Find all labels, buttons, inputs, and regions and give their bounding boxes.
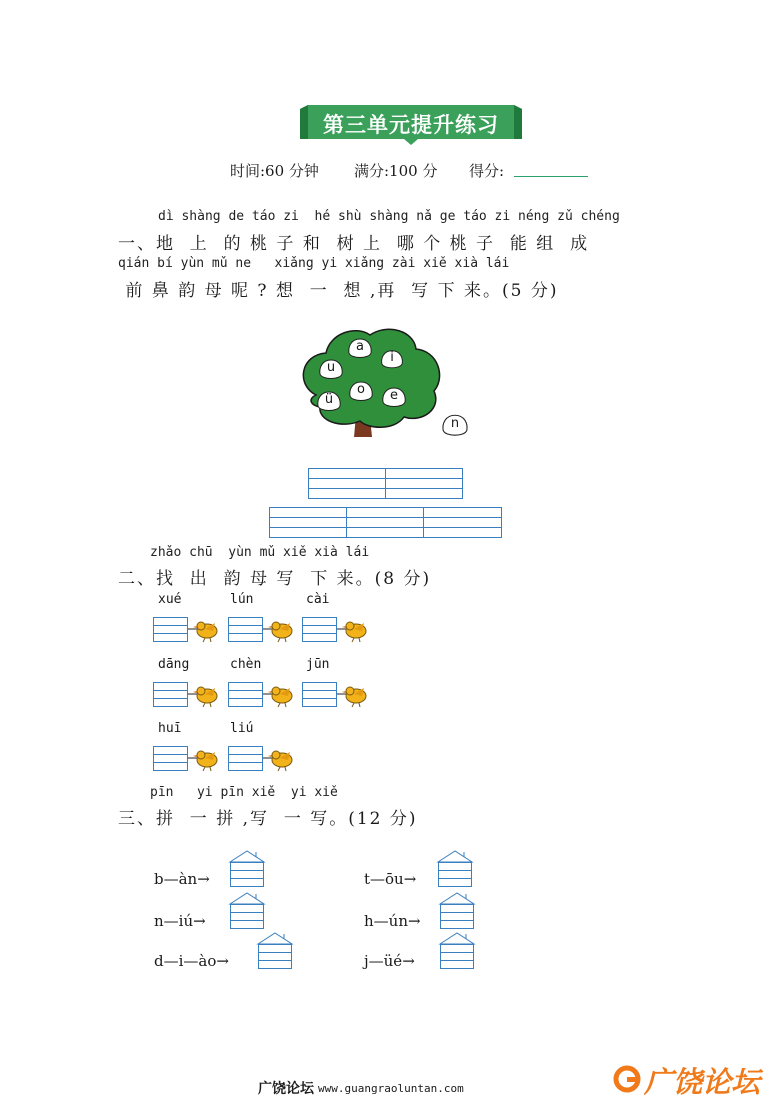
q2-answer-box[interactable] [153,682,223,710]
q2-answer-box[interactable] [302,617,372,645]
q2-answer-box[interactable] [302,682,372,710]
house-answer-grid[interactable] [256,932,294,970]
bird-icon [268,622,292,642]
q3-spell-left: n—iú→ [154,912,206,930]
q2-answer-box[interactable] [153,746,223,774]
bird-icon [193,687,217,707]
bird-icon [193,622,217,642]
q2-word: jūn [306,657,330,672]
answer-grid-bottom[interactable] [269,507,505,539]
bird-icon [268,687,292,707]
q2-answer-box[interactable] [228,746,298,774]
peach-o [348,380,374,408]
peach-n-loose [441,413,469,443]
q1-pinyin-2: qián bí yùn mǔ ne xiǎng yi xiǎng zài xiě xià lái [118,256,510,271]
house-answer-grid[interactable] [438,932,476,970]
house-answer-grid[interactable] [438,892,476,930]
q2-word: xué [158,592,182,607]
logo-text: 广饶论坛 [644,1065,761,1099]
logo-icon [612,1064,642,1094]
q2-word: liú [230,721,254,736]
bird-icon [342,687,366,707]
peach-i [380,348,404,376]
time-limit: 时间:60 分钟 [230,162,319,180]
footer-site-name: 广饶论坛 [258,1081,314,1097]
q2-pinyin: zhǎo chū yùn mǔ xiě xià lái [150,545,370,560]
peach-label: n [450,416,460,431]
peach-u [318,358,344,386]
q3-spell-right: j—üé→ [364,952,415,970]
q2-word: huī [158,721,182,736]
bird-icon [268,751,292,771]
house-answer-grid[interactable] [228,892,266,930]
peach-u-umlaut [316,390,342,418]
page-title: 第三单元提升练习 [323,113,499,137]
bird-icon [342,622,366,642]
q3-spell-right: h—ún→ [364,912,421,930]
q1-text-2: 前 鼻 韵 母 呢 ? 想 一 想 ,再 写 下 来。(5 分) [118,281,559,301]
q1-text-1: 一、地 上 的 桃 子 和 树 上 哪 个 桃 子 能 组 成 [118,234,590,254]
score-blank[interactable] [514,176,588,177]
bird-icon [193,751,217,771]
q2-word: lún [230,592,254,607]
q2-word: cài [306,592,330,607]
q3-spell-left: b—àn→ [154,870,210,888]
q3-text: 三、拼 一 拼 ,写 一 写。(12 分) [118,809,418,829]
peach-label: ü [324,392,334,407]
q2-answer-box[interactable] [228,617,298,645]
q2-answer-box[interactable] [153,617,223,645]
q3-pinyin: pīn yi pīn xiě yi xiě [150,785,338,800]
full-score: 满分:100 分 [354,162,438,180]
peach-label: a [356,339,364,354]
q2-text: 二、找 出 韵 母 写 下 来。(8 分) [118,569,432,589]
house-answer-grid[interactable] [228,850,266,888]
peach-label: o [357,382,365,397]
q2-word: chèn [230,657,262,672]
q3-spell-right: t—ōu→ [364,870,417,888]
peach-label: i [390,350,394,365]
answer-grid-top[interactable] [308,468,466,500]
score-label: 得分: [469,162,505,180]
footer-site-url[interactable]: www.guangraoluntan.com [318,1082,464,1095]
peach-e [381,386,407,414]
q2-word: dāng [158,657,190,672]
q3-spell-left: d—i—ào→ [154,952,229,970]
house-answer-grid[interactable] [436,850,474,888]
peach-a [347,337,373,365]
q2-answer-box[interactable] [228,682,298,710]
peach-label: u [326,360,336,375]
peach-label: e [390,388,398,403]
q1-pinyin-1: dì shàng de táo zi hé shù shàng nǎ ge táo zi néng zǔ chéng [158,209,620,224]
